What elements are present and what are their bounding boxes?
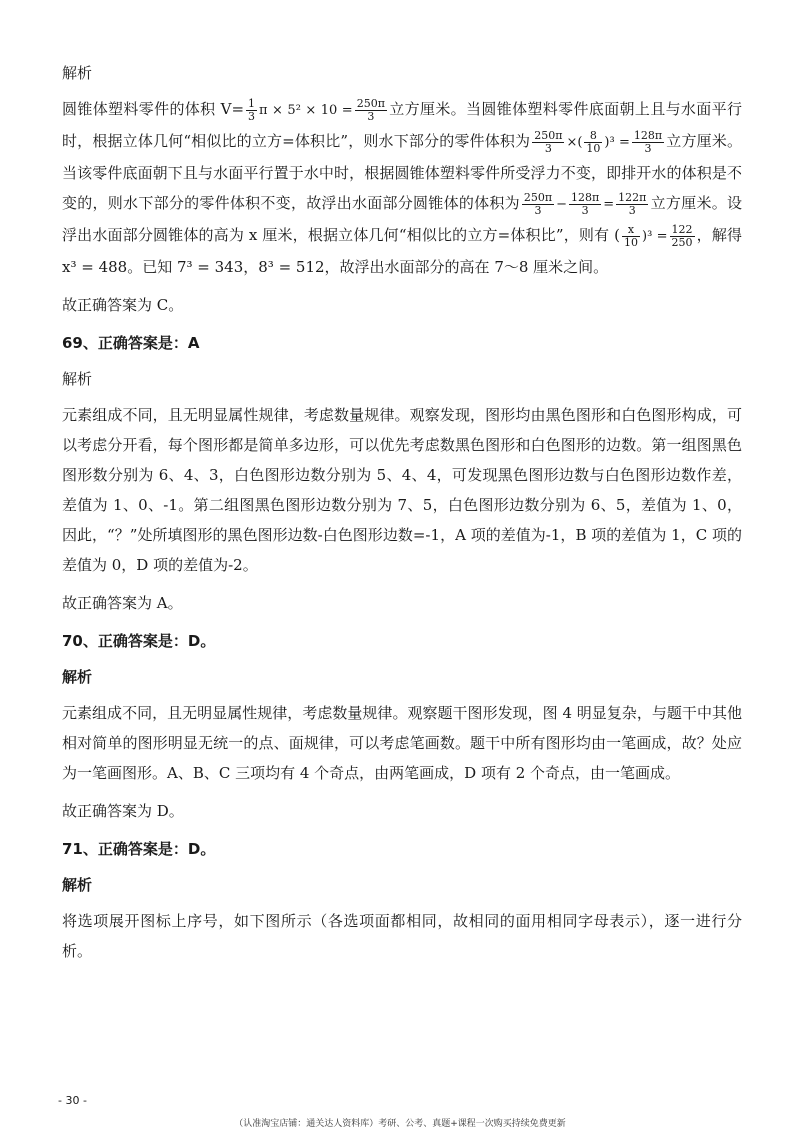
fraction bbox=[622, 224, 640, 249]
fraction bbox=[670, 224, 695, 249]
paragraph-70: 元素组成不同，且无明显属性规律，考虑数量规律。观察题干图形发现，图 4 明显复杂，与题干中其他相对简单的图形明显无统一的点、面规律，可以考虑笔画数。题干中所有图形均由一笔画成，故？处应为一笔画图形。A、B、C 三项均有 4 个奇点，由两笔画成，D 项有 2 个奇点，由一笔画成。 bbox=[62, 704, 742, 782]
fraction bbox=[246, 98, 257, 123]
numerator: 128π bbox=[571, 190, 600, 204]
fraction bbox=[569, 192, 601, 217]
text: ，解得 x³ = 488。已知 7³ = 343，8³ = 512，故浮出水面部分的高在 7～8 厘米之间。 bbox=[62, 226, 742, 276]
numerator: 122π bbox=[618, 190, 647, 204]
answer-68: 故正确答案为 C。 bbox=[62, 296, 184, 314]
denominator: 3 bbox=[628, 203, 636, 217]
fraction bbox=[632, 130, 664, 155]
analysis-label: 解析 bbox=[62, 668, 93, 686]
paragraph-68 bbox=[62, 94, 742, 282]
denominator: 10 bbox=[586, 141, 601, 155]
denominator: 3 bbox=[534, 203, 542, 217]
analysis-label: 解析 bbox=[62, 876, 93, 894]
analysis-label: 解析 bbox=[62, 370, 93, 388]
text: 立方厘米。设浮出水面部分圆锥体的高为 x 厘米，根据立体几何“相似比的立方=体积比”，则有 ( bbox=[62, 194, 742, 244]
denominator: 3 bbox=[367, 109, 375, 123]
paragraph-71: 将选项展开图标上序号，如下图所示（各选项面都相同，故相同的面用相同字母表示），逐一进行分析。 bbox=[62, 912, 742, 960]
numerator: 128π bbox=[633, 128, 663, 142]
numerator: 122 bbox=[671, 222, 693, 236]
math: − bbox=[556, 197, 568, 212]
fraction bbox=[522, 192, 554, 217]
numerator: 250π bbox=[534, 128, 563, 142]
denominator: 3 bbox=[644, 141, 652, 155]
answer-header-69: 69、正确答案是：A bbox=[62, 334, 200, 352]
fraction bbox=[532, 130, 564, 155]
page-footer: （认准淘宝店铺：通关达人资料库）考研、公考、真题+课程一次购买持续免费更新 bbox=[234, 1119, 566, 1129]
section-68 bbox=[62, 58, 742, 320]
paragraph-69: 元素组成不同，且无明显属性规律，考虑数量规律。观察发现，图形均由黑色图形和白色图形构成，可以考虑分开看，每个图形都是简单多边形，可以优先考虑数黑色图形和白色图形的边数。第一组图黑色图形数分别为 6、4、3，白色图形边数分别为 5、4、4，可发现黑色图形边数与白色图形边数作差，差值为 1、0、-1。第二组图黑色图形边数分别为 7、5，白色图形边数分别为 6、5，差值为 1、0，因此，“？”处所填图形的黑色图形边数-白色图形边数=-1，A 项的差值为-1，B 项的差值为 1，C 项的差值为 0，D 项的差值为-2。 bbox=[62, 406, 742, 574]
math: )³ = bbox=[642, 229, 668, 244]
math: ×( bbox=[566, 135, 583, 150]
section-71 bbox=[62, 834, 742, 966]
text: 立 bbox=[666, 132, 682, 150]
text: 圆锥体塑料零件的体积 V= bbox=[62, 100, 245, 118]
analysis-label: 解析 bbox=[62, 64, 93, 82]
fraction bbox=[616, 192, 648, 217]
section-69 bbox=[62, 328, 742, 618]
numerator: 250π bbox=[523, 190, 553, 204]
fraction bbox=[584, 130, 602, 155]
document-body bbox=[62, 58, 742, 974]
denominator: 3 bbox=[581, 203, 589, 217]
numerator: 1 bbox=[248, 96, 256, 110]
math: )³ = bbox=[604, 135, 630, 150]
denominator: 250 bbox=[671, 235, 693, 249]
section-70 bbox=[62, 626, 742, 826]
denominator: 3 bbox=[248, 109, 256, 123]
math: = bbox=[603, 197, 615, 212]
page-number: - 30 - bbox=[58, 1094, 87, 1107]
numerator: 250π bbox=[356, 96, 385, 110]
denominator: 3 bbox=[544, 141, 552, 155]
answer-70: 故正确答案为 D。 bbox=[62, 802, 184, 820]
text: 行时，根据立体几何“相似比的立方=体积比”，则水下部分的零件体积为 bbox=[62, 100, 743, 150]
math: π × 5² × 10 = bbox=[259, 103, 353, 118]
answer-69: 故正确答案为 A。 bbox=[62, 594, 183, 612]
answer-header-71: 71、正确答案是：D。 bbox=[62, 840, 216, 858]
numerator: x bbox=[622, 224, 640, 237]
fraction bbox=[355, 98, 387, 123]
text: 立方厘米。当圆锥体塑料零件底面朝上且与水面平 bbox=[388, 100, 727, 118]
answer-header-70: 70、正确答案是：D。 bbox=[62, 632, 216, 650]
text: 方厘米。当该零件底面朝下且与水面平行置于水中时，根据圆锥体塑料零件所受浮力不变，即排开水的体积是不变的，则水下部分的零件体积不变，故浮出水面部分圆锥体的体积为 bbox=[62, 132, 742, 212]
denominator: 10 bbox=[624, 235, 639, 249]
numerator: 8 bbox=[584, 130, 602, 143]
